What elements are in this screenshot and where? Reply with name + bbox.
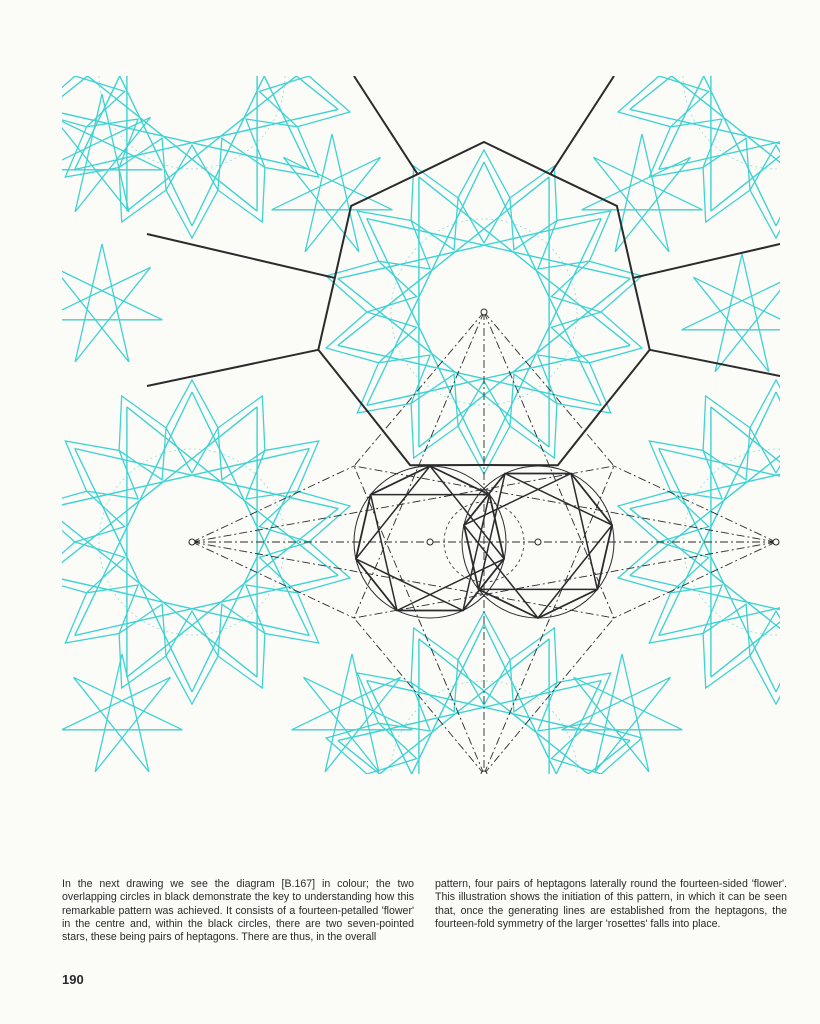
- rosette-star-lines: [62, 392, 338, 692]
- body-text-left-column: In the next drawing we see the diagram [B.167] in colour; the two overlapping circles in black demonstrate the key to understanding how this remarkable pattern was achieved. It consists of a fourteen-petalled 'flower' in the centre and, within the black circles, there are two seven-pointed stars, these being pairs of heptagons. There are thus, in the overall: [62, 878, 414, 944]
- ray-left-3: [192, 542, 614, 618]
- rosette-petal: [259, 491, 350, 542]
- rosette-petal: [618, 76, 709, 127]
- rosette-petal: [326, 261, 417, 312]
- rosette-petal: [618, 491, 709, 542]
- construction-point-3: [481, 771, 487, 774]
- ray-right-0: [354, 466, 776, 542]
- body-text-right-column: pattern, four pairs of heptagons laterally round the fourteen-sided 'flower'. This illustration shows the initiation of this pattern, in which it can be seen that, once the generating lines are established from the heptagons, the fourteen-fold symmetry of the larger 'rosettes' falls into place.: [435, 878, 787, 930]
- rosette-petal: [259, 76, 350, 127]
- geometric-pattern-figure: [62, 76, 780, 774]
- ray-right-2: [354, 542, 776, 618]
- small-star-5: [682, 254, 780, 372]
- construction-point-2: [481, 309, 487, 315]
- rosette-petal: [551, 261, 642, 312]
- rosette-petal: [618, 542, 709, 593]
- black-spoke-0: [354, 76, 418, 174]
- rosette-petal: [326, 723, 417, 774]
- small-star-4: [562, 654, 683, 772]
- black-spoke-1: [550, 76, 614, 174]
- small-star-2: [582, 134, 703, 252]
- rosette-petal: [259, 542, 350, 593]
- construction-point-1: [773, 539, 779, 545]
- black-spoke-4: [633, 244, 780, 278]
- small-star-3: [292, 654, 413, 772]
- black-outer-polygon: [318, 142, 649, 465]
- construction-point-4: [427, 539, 433, 545]
- cyan-star-pattern: [62, 76, 780, 774]
- ray-left-1: [192, 466, 614, 542]
- rosette-petal: [551, 312, 642, 363]
- rosette-3: [62, 76, 350, 238]
- construction-point-0: [189, 539, 195, 545]
- rosette-petal: [326, 312, 417, 363]
- small-star-6: [62, 654, 182, 772]
- construction-point-5: [535, 539, 541, 545]
- black-spoke-2: [147, 234, 335, 278]
- small-star-0: [62, 244, 162, 362]
- black-spoke-3: [147, 350, 318, 386]
- page-number: 190: [62, 972, 84, 987]
- rosette-4: [618, 76, 780, 238]
- black-spoke-5: [650, 350, 780, 376]
